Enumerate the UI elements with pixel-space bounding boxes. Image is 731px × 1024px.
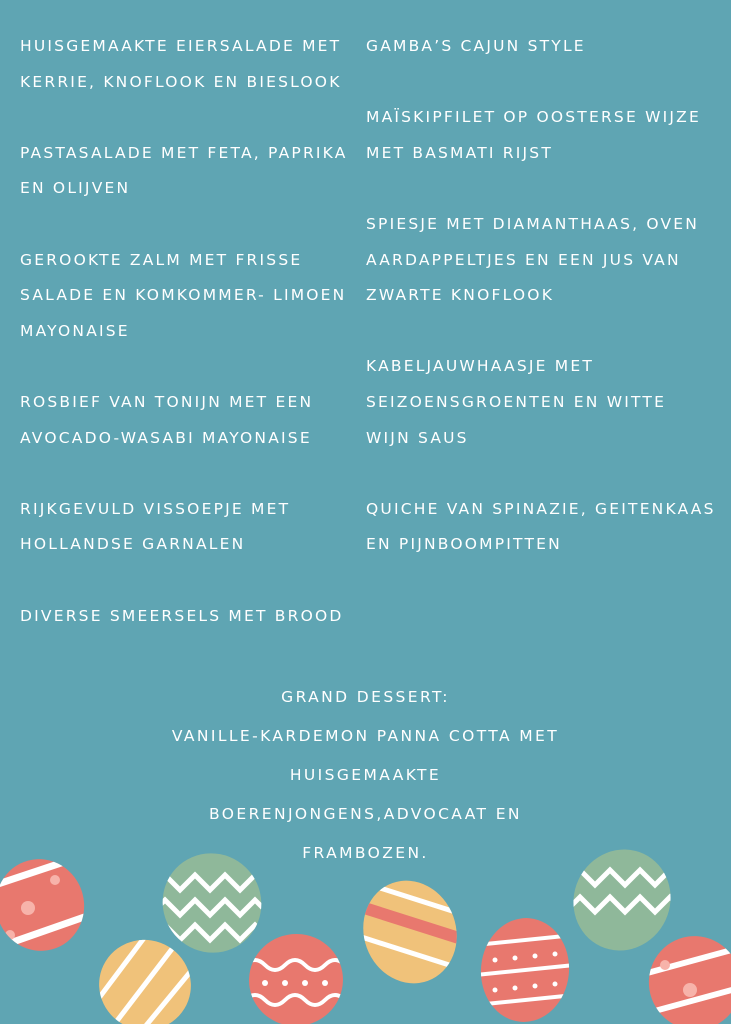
menu-left-column xyxy=(20,29,360,634)
dessert-line: HUISGEMAAKTE xyxy=(289,766,442,784)
menu-item: HUISGEMAAKTE EIERSALADE MET KERRIE, KNOFLOOK EN BIESLOOK xyxy=(20,37,342,91)
dessert-line: VANILLE-KARDEMON PANNA COTTA MET xyxy=(171,727,560,745)
menu-item: RIJKGEVULD VISSOEPJE MET HOLLANDSE GARNALEN xyxy=(20,499,291,554)
menu-item: QUICHE VAN SPINAZIE, GEITENKAAS EN PIJNBOOMPITTEN xyxy=(366,499,716,554)
menu-item: GAMBA’S CAJUN STYLE xyxy=(366,37,586,55)
dessert-heading: GRAND DESSERT: xyxy=(281,688,450,706)
egg-yellow-bands xyxy=(349,867,471,996)
menu-item: DIVERSE SMEERSELS MET BROOD xyxy=(20,606,344,625)
menu-item: MAÏSKIPFILET OP OOSTERSE WIJZE MET BASMATI RIJST xyxy=(366,108,701,162)
menu-item: PASTASALADE MET FETA, PAPRIKA EN OLIJVEN xyxy=(20,143,348,198)
menu-item: GEROOKTE ZALM MET FRISSE SALADE EN KOMKOMMER- LIMOEN MAYONAISE xyxy=(20,250,347,340)
easter-eggs-decoration xyxy=(0,840,731,1024)
egg-coral-waves xyxy=(242,927,351,1024)
dessert-line: FRAMBOZEN. xyxy=(302,844,429,862)
dessert-line: BOERENJONGENS,ADVOCAAT EN xyxy=(209,805,522,823)
menu-right-column xyxy=(366,29,726,563)
egg-coral-dotted xyxy=(475,914,575,1024)
egg-coral-flowers xyxy=(0,849,94,961)
menu-item: SPIESJE MET DIAMANTHAAS, OVEN AARDAPPELTJES EN EEN JUS VAN ZWARTE KNOFLOOK xyxy=(366,214,700,305)
menu-item: ROSBIEF VAN TONIJN MET EEN AVOCADO-WASABI MAYONAISE xyxy=(20,392,314,447)
menu-item: KABELJAUWHAASJE MET SEIZOENSGROENTEN EN WITTE WIJN SAUS xyxy=(366,357,667,447)
